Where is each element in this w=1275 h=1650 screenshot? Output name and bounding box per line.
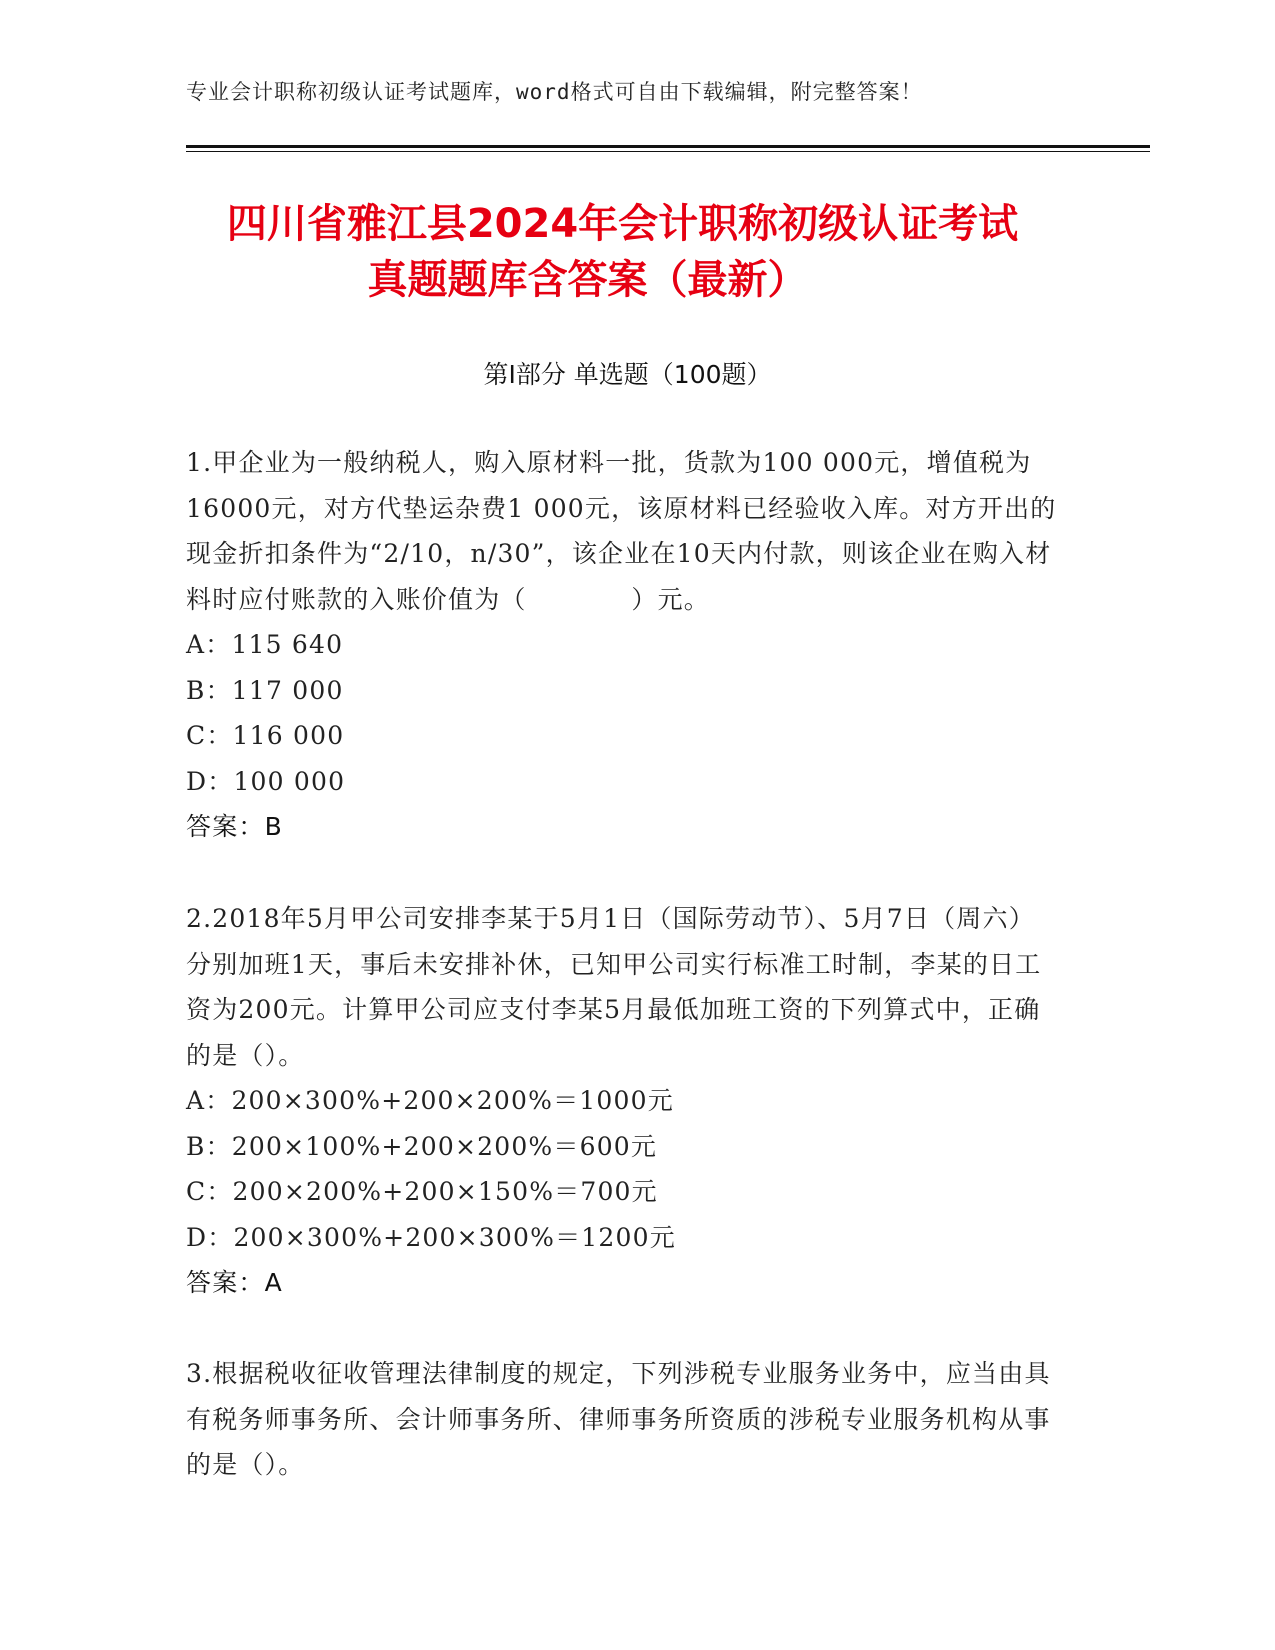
section-title: 第Ⅰ部分 单选题（100题） [483, 360, 772, 389]
option-b: B：200×100%+200×200%＝600元 [186, 1131, 658, 1161]
document-title-line2: 真题题库含答案（最新） [367, 257, 808, 303]
page-header-text: 专业会计职称初级认证考试题库，word格式可自由下载编辑，附完整答案！ [186, 80, 923, 104]
header-rule-thin [186, 151, 1150, 152]
document-title [0, 196, 1275, 308]
document-title-line1: 四川省雅江县2024年会计职称初级认证考试 [226, 201, 1019, 247]
question-stem: 2.2018年5月甲公司安排李某于5月1日（国际劳动节）、5月7日（周六）分别加班1天，事后未安排补休，已知甲公司实行标准工时制，李某的日工资为200元。计算甲公司应支付李某5月最低加班工资的下列算式中，正确的是（）。 [186, 904, 1042, 1070]
question-2 [186, 896, 1058, 1306]
option-a: A：200×300%+200×200%＝1000元 [186, 1086, 674, 1115]
question-3 [186, 1351, 1058, 1488]
header-rule-thick [186, 145, 1150, 148]
answer: 答案：B [186, 812, 283, 841]
question-stem: 1.甲企业为一般纳税人，购入原材料一批，货款为100 000元，增值税为16000元，对方代垫运杂费1 000元，该原材料已经验收入库。对方开出的现金折扣条件为“2/10，n/30”，该企业在10天内付款，则该企业在购入材料时应付账款的入账价值为（ ）元。 [186, 448, 1057, 614]
question-stem: 3.根据税收征收管理法律制度的规定，下列涉税专业服务业务中，应当由具有税务师事务所、会计师事务所、律师事务所资质的涉税专业服务机构从事的是（）。 [186, 1359, 1051, 1479]
option-c: C：200×200%+200×150%＝700元 [186, 1177, 658, 1206]
answer: 答案：A [186, 1268, 283, 1297]
question-1 [186, 440, 1058, 850]
option-c: C：116 000 [186, 721, 345, 750]
option-b: B：117 000 [186, 675, 344, 705]
option-d: D：200×300%+200×300%＝1200元 [186, 1222, 676, 1252]
option-d: D：100 000 [186, 766, 346, 796]
option-a: A：115 640 [186, 630, 344, 659]
